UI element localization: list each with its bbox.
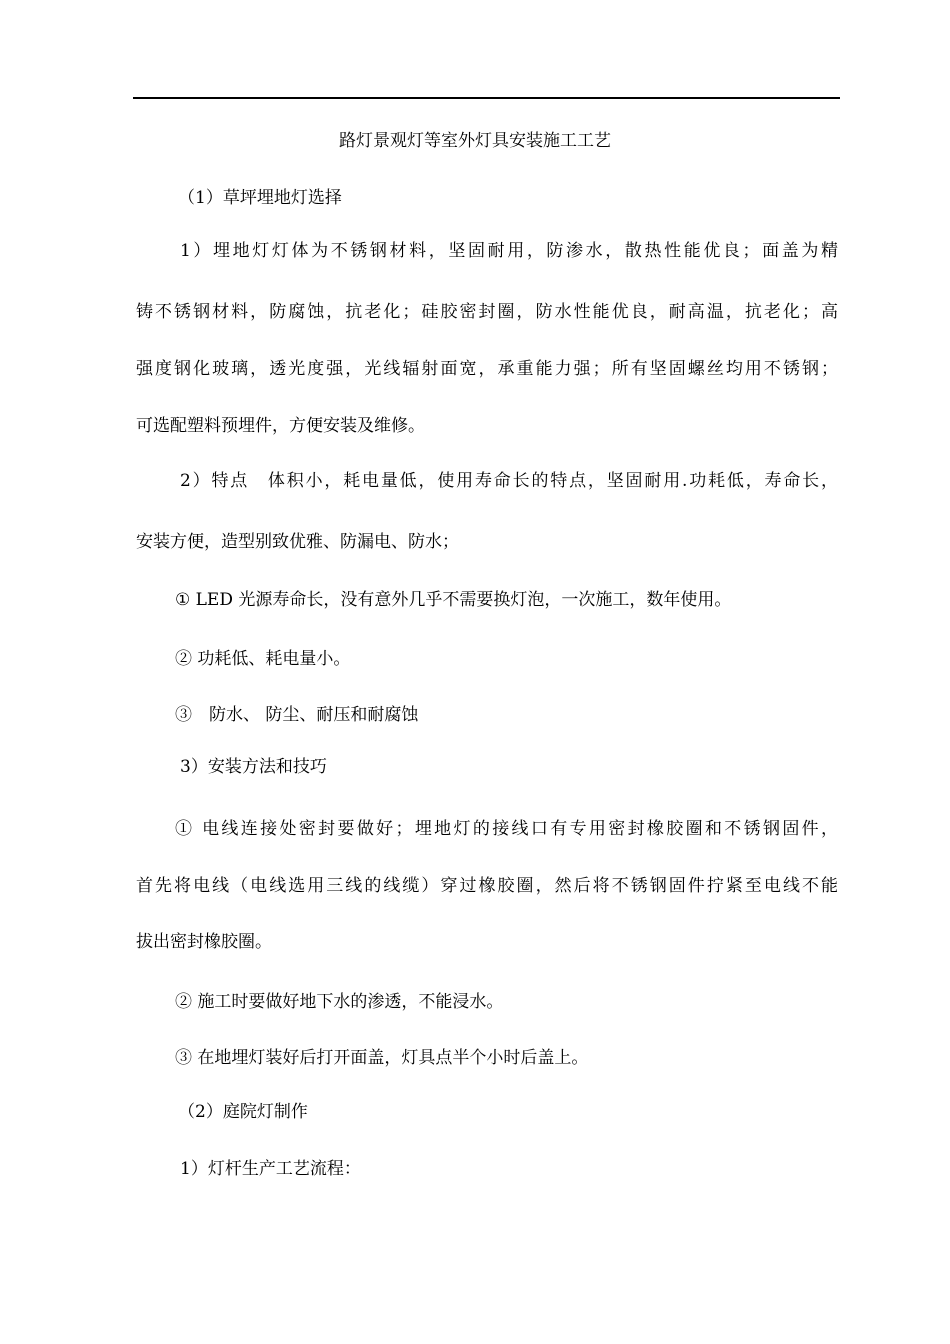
install-item-3: ③ 在地埋灯装好后打开面盖，灯具点半个小时后盖上。 — [175, 1048, 589, 1068]
document-title: 路灯景观灯等室外灯具安装施工工艺 — [339, 131, 611, 151]
install-item-2: ② 施工时要做好地下水的渗透，不能浸水。 — [175, 992, 504, 1012]
install-heading: 3）安装方法和技巧 — [180, 757, 327, 777]
section-1-heading: （1）草坪埋地灯选择 — [178, 188, 342, 208]
feature-item-3: ③ 防水、 防尘、耐压和耐腐蚀 — [175, 705, 419, 725]
feature-item-1: ① LED 光源寿命长，没有意外几乎不需要换灯泡，一次施工，数年使用。 — [175, 590, 732, 610]
paragraph-1-line-2: 铸不锈钢材料，防腐蚀，抗老化；硅胶密封圈，防水性能优良，耐高温，抗老化；高 — [136, 302, 838, 322]
install-item-1-line-2: 首先将电线（电线选用三线的线缆）穿过橡胶圈，然后将不锈钢固件拧紧至电线不能 — [136, 876, 838, 896]
feature-item-2: ② 功耗低、耗电量小。 — [175, 649, 351, 669]
paragraph-2-line-1: 2）特点 体积小，耗电量低，使用寿命长的特点，坚固耐用.功耗低，寿命长， — [180, 471, 838, 491]
paragraph-2-line-2: 安装方便，造型别致优雅、防漏电、防水； — [136, 532, 459, 552]
header-rule — [133, 97, 840, 99]
section-2-heading: （2）庭院灯制作 — [178, 1102, 308, 1122]
paragraph-1-line-3: 强度钢化玻璃，透光度强，光线辐射面宽，承重能力强；所有坚固螺丝均用不锈钢； — [136, 359, 838, 379]
paragraph-1-line-4: 可选配塑料预埋件，方便安装及维修。 — [136, 416, 425, 436]
install-item-1-line-3: 拔出密封橡胶圈。 — [136, 932, 272, 952]
paragraph-1-line-1: 1）埋地灯灯体为不锈钢材料，坚固耐用，防渗水，散热性能优良；面盖为精 — [180, 241, 838, 261]
section-2-paragraph-1: 1）灯杆生产工艺流程： — [180, 1159, 361, 1179]
install-item-1-line-1: ① 电线连接处密封要做好；埋地灯的接线口有专用密封橡胶圈和不锈钢固件， — [175, 819, 838, 839]
